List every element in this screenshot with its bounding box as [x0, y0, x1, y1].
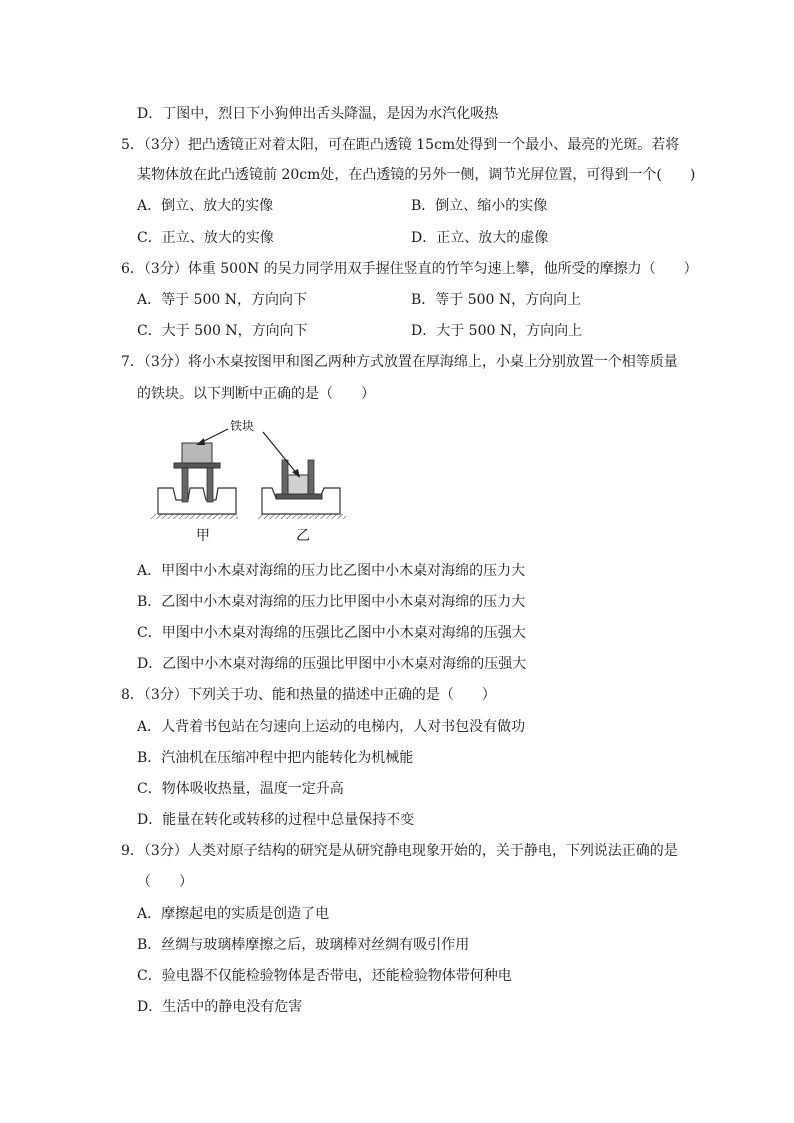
table-top-b — [276, 494, 322, 499]
label-yi: 乙 — [296, 528, 310, 544]
q7-figure — [148, 414, 310, 546]
sponge-a — [158, 488, 236, 514]
q6-stem: 6．（3分）体重 500N 的吴力同学用双手握住竖直的竹竿匀速上攀，他所受的摩擦力（ ） — [121, 261, 698, 277]
ground-hatch-a — [150, 514, 238, 519]
q8-option-d: D．能量在转化或转移的过程中总量保持不变 — [137, 812, 415, 828]
ground-hatch-b — [258, 514, 346, 519]
q5-option-a: A．倒立、放大的实像 — [137, 198, 274, 214]
table-leg-b1 — [282, 460, 288, 494]
q7-option-d: D．乙图中小木桌对海绵的压强比甲图中小木桌对海绵的压强大 — [137, 656, 527, 672]
table-leg-a2 — [207, 468, 213, 502]
q5-stem-line1: 5．（3分）把凸透镜正对着太阳，可在距凸透镜 15cm处得到一个最小、最亮的光斑。若将 — [121, 137, 680, 153]
q6-option-c: C．大于 500 N，方向向下 — [137, 323, 308, 339]
arrow-line-b — [263, 432, 298, 475]
table-sponge-diagram — [148, 414, 348, 546]
q6-option-d: D．大于 500 N，方向向上 — [411, 323, 583, 339]
q7-option-b: B．乙图中小木桌对海绵的压力比甲图中小木桌对海绵的压力大 — [137, 594, 526, 610]
q9-stem-line1: 9．（3分）人类对原子结构的研究是从研究静电现象开始的，关于静电，下列说法正确的是 — [121, 843, 678, 859]
q9-stem-line2: （ ） — [137, 874, 193, 890]
iron-block-a — [182, 443, 212, 463]
q5-stem-line2: 某物体放在此凸透镜前 20cm处，在凸透镜的另外一侧，调节光屏位置，可得到一个( ) — [137, 167, 696, 183]
table-leg-b2 — [308, 460, 314, 494]
q8-option-a: A．人背着书包站在匀速向上运动的电梯内，人对书包没有做功 — [137, 719, 526, 735]
q9-option-a: A．摩擦起电的实质是创造了电 — [137, 906, 330, 922]
label-jia: 甲 — [196, 528, 210, 544]
table-leg-a1 — [182, 468, 188, 502]
q9-option-b: B．丝绸与玻璃棒摩擦之后，玻璃棒对丝绸有吸引作用 — [137, 937, 470, 953]
q9-option-d: D．生活中的静电没有危害 — [137, 999, 303, 1015]
q8-option-c: C．物体吸收热量，温度一定升高 — [137, 781, 344, 797]
q5-option-d: D．正立、放大的虚像 — [411, 230, 549, 246]
q7-option-c: C．甲图中小木桌对海绵的压强比乙图中小木桌对海绵的压强大 — [137, 625, 526, 641]
q8-option-b: B．汽油机在压缩冲程中把内能转化为机械能 — [137, 750, 414, 766]
q5-option-c: C．正立、放大的实像 — [137, 230, 274, 246]
prev-option-d: D．丁图中，烈日下小狗伸出舌头降温，是因为水汽化吸热 — [137, 106, 499, 122]
q5-option-b: B．倒立、缩小的实像 — [411, 198, 548, 214]
q7-stem-line2: 的铁块。以下判断中正确的是（ ） — [137, 386, 375, 402]
q7-stem-line1: 7．（3分）将小木桌按图甲和图乙两种方式放置在厚海绵上，小桌上分别放置一个相等质量 — [121, 354, 678, 370]
iron-block-b — [288, 475, 308, 494]
arrow-head-a — [196, 438, 205, 445]
q7-option-a: A．甲图中小木桌对海绵的压力比乙图中小木桌对海绵的压力大 — [137, 563, 526, 579]
label-iron-block: 铁块 — [230, 419, 255, 433]
q6-option-a: A．等于 500 N，方向向下 — [137, 292, 307, 308]
q6-option-b: B．等于 500 N，方向向上 — [411, 292, 582, 308]
q8-stem: 8．（3分）下列关于功、能和热量的描述中正确的是（ ） — [121, 687, 496, 703]
table-top-a — [174, 463, 220, 468]
q9-option-c: C．验电器不仅能检验物体是否带电，还能检验物体带何种电 — [137, 968, 512, 984]
